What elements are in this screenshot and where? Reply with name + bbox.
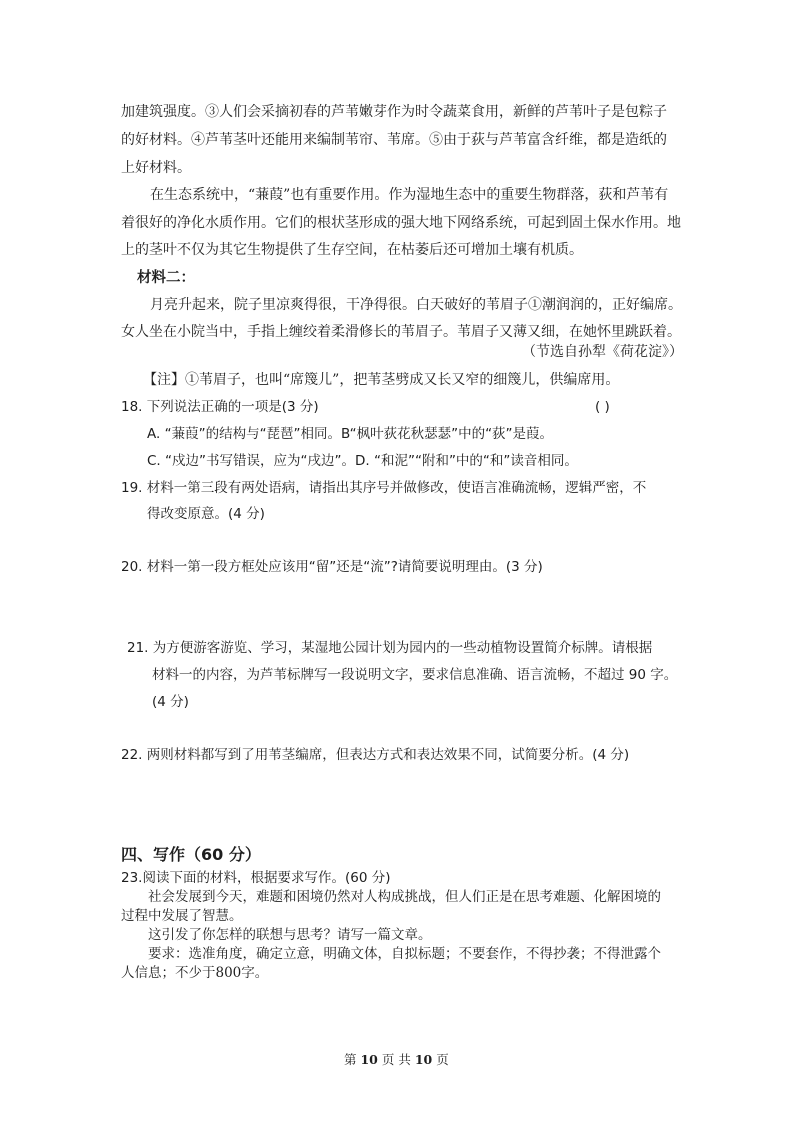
q18-options-cd: C. “戍边”书写错误，应为“戌边”。D. “和泥”“附和”中的“和”读音相同。 <box>147 453 578 469</box>
q23-material-line1: 社会发展到今天，难题和困境仍然对人构成挑战，但人们正是在思考难题、化解困境的 <box>148 889 661 905</box>
q18-stem: 18. 下列说法正确的一项是(3 分) <box>121 399 319 415</box>
footer-current-page: 10 <box>360 1052 378 1067</box>
material1-p2-line3: 上的茎叶不仅为其它生物提供了生存空间，在枯萎后还可增加土壤有机质。 <box>121 242 583 258</box>
footer-middle: 页 共 <box>377 1052 415 1067</box>
footer-suffix: 页 <box>432 1052 449 1067</box>
q18-options-ab: A. “蒹葭”的结构与“琵琶”相同。B“枫叶荻花秋瑟瑟”中的“荻”是葭。 <box>147 426 554 442</box>
material2-source: （节选自孙犁《荷花淀》） <box>522 344 683 360</box>
q23-requirements-line1: 要求：选准角度，确定立意，明确文体，自拟标题；不要套作，不得抄袭；不得泄露个 <box>148 946 661 962</box>
q22-line1: 22. 两则材料都写到了用苇茎编席，但表达方式和表达效果不同，试简要分析。(4 分) <box>121 747 630 763</box>
writing-section-heading: 四、写作（60 分） <box>121 845 261 864</box>
material2-line1: 月亮升起来，院子里凉爽得很，干净得很。白天破好的苇眉子①潮润润的，正好编席。 <box>150 297 682 313</box>
q19-line2: 得改变原意。(4 分) <box>147 506 265 522</box>
material2-note: 【注】①苇眉子，也叫“席篾儿”，把苇茎劈成又长又窄的细篾儿，供编席用。 <box>143 372 620 388</box>
material1-p1-line2: 的好材料。④芦苇茎叶还能用来编制苇帘、苇席。⑤由于荻与芦苇富含纤维，都是造纸的 <box>121 132 667 148</box>
footer-prefix: 第 <box>344 1052 361 1067</box>
material1-p2-line1: 在生态系统中，“蒹葭”也有重要作用。作为湿地生态中的重要生物群落，荻和芦苇有 <box>150 187 669 203</box>
q21-line2: 材料一的内容，为芦苇标牌写一段说明文字，要求信息准确、语言流畅，不超过 90 字。 <box>152 667 678 683</box>
q21-line3: (4 分) <box>152 694 189 710</box>
material1-p2-line2: 着很好的净化水质作用。它们的根状茎形成的强大地下网络系统，可起到固土保水作用。地 <box>121 215 681 231</box>
q20-line1: 20. 材料一第一段方框处应该用“留”还是“流”?请简要说明理由。(3 分) <box>121 559 543 575</box>
material1-p1-line3: 上好材料。 <box>121 160 191 176</box>
q19-line1: 19. 材料一第三段有两处语病，请指出其序号并做修改，使语言准确流畅，逻辑严密，不 <box>121 480 647 496</box>
q18-answer-bracket[interactable]: ( ) <box>595 399 610 415</box>
q21-line1: 21. 为方便游客游览、学习，某湿地公园计划为园内的一些动植物设置简介标牌。请根据 <box>127 640 653 656</box>
q23-requirements-line2: 人信息；不少于800字。 <box>121 965 269 981</box>
q23-prompt: 这引发了你怎样的联想与思考？请写一篇文章。 <box>148 927 432 943</box>
material1-p1-line1: 加建筑强度。③人们会采摘初春的芦苇嫩芽作为时令蔬菜食用，新鲜的芦苇叶子是包粽子 <box>121 104 667 120</box>
q23-stem: 23.阅读下面的材料，根据要求写作。(60 分) <box>121 870 391 886</box>
footer-total-pages: 10 <box>414 1052 433 1067</box>
q23-material-line2: 过程中发展了智慧。 <box>121 908 243 924</box>
material2-heading: 材料二： <box>137 270 195 286</box>
page-footer <box>344 1050 449 1070</box>
material2-line2: 女人坐在小院当中，手指上缠绞着柔滑修长的苇眉子。苇眉子又薄又细，在她怀里跳跃着。 <box>121 324 681 340</box>
